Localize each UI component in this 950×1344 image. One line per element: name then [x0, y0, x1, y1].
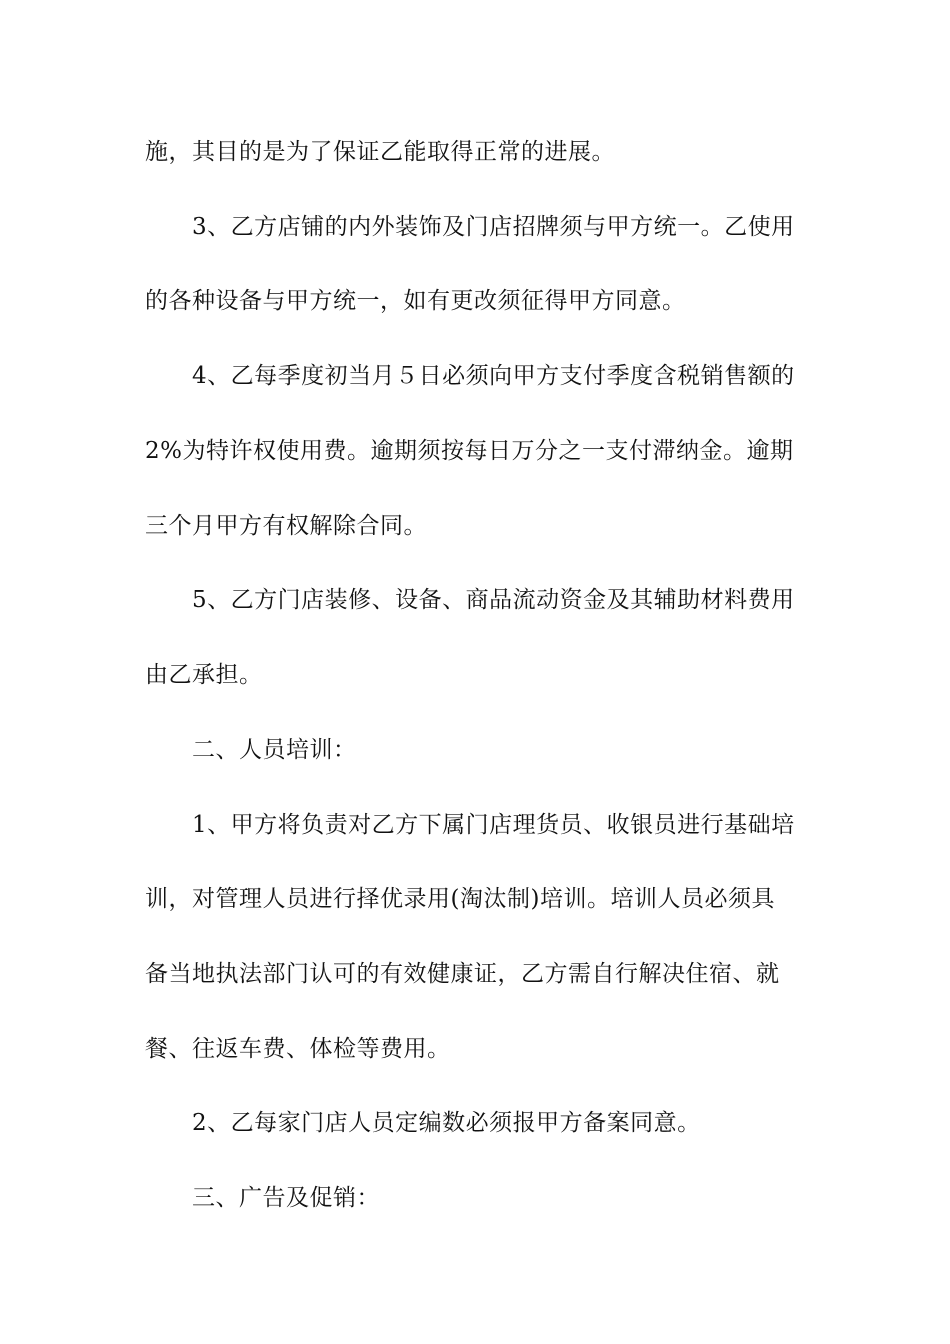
text-line: 3、乙方店铺的内外装饰及门店招牌须与甲方统一。乙使用 — [192, 214, 795, 240]
text-line: 1、甲方将负责对乙方下属门店理货员、收银员进行基础培 — [192, 812, 795, 838]
text-line: 的各种设备与甲方统一，如有更改须征得甲方同意。 — [145, 288, 686, 314]
text-line: 三个月甲方有权解除合同。 — [145, 513, 427, 539]
section-heading: 二、人员培训： — [192, 737, 357, 763]
text-line: 餐、往返车费、体检等费用。 — [145, 1036, 451, 1062]
text-line: 2%为特许权使用费。逾期须按每日万分之一支付滞纳金。逾期 — [145, 438, 794, 464]
text-line: 训，对管理人员进行择优录用(淘汰制)培训。培训人员必须具 — [145, 886, 775, 912]
text-line: 5、乙方门店装修、设备、商品流动资金及其辅助材料费用 — [192, 587, 795, 613]
text-line: 由乙承担。 — [145, 662, 263, 688]
text-line: 4、乙每季度初当月５日必须向甲方支付季度含税销售额的 — [192, 363, 795, 389]
section-heading: 三、广告及促销： — [192, 1185, 380, 1211]
text-line: 施，其目的是为了保证乙能取得正常的进展。 — [145, 139, 615, 165]
text-line: 2、乙每家门店人员定编数必须报甲方备案同意。 — [192, 1110, 701, 1136]
text-line: 备当地执法部门认可的有效健康证，乙方需自行解决住宿、就 — [145, 961, 780, 987]
